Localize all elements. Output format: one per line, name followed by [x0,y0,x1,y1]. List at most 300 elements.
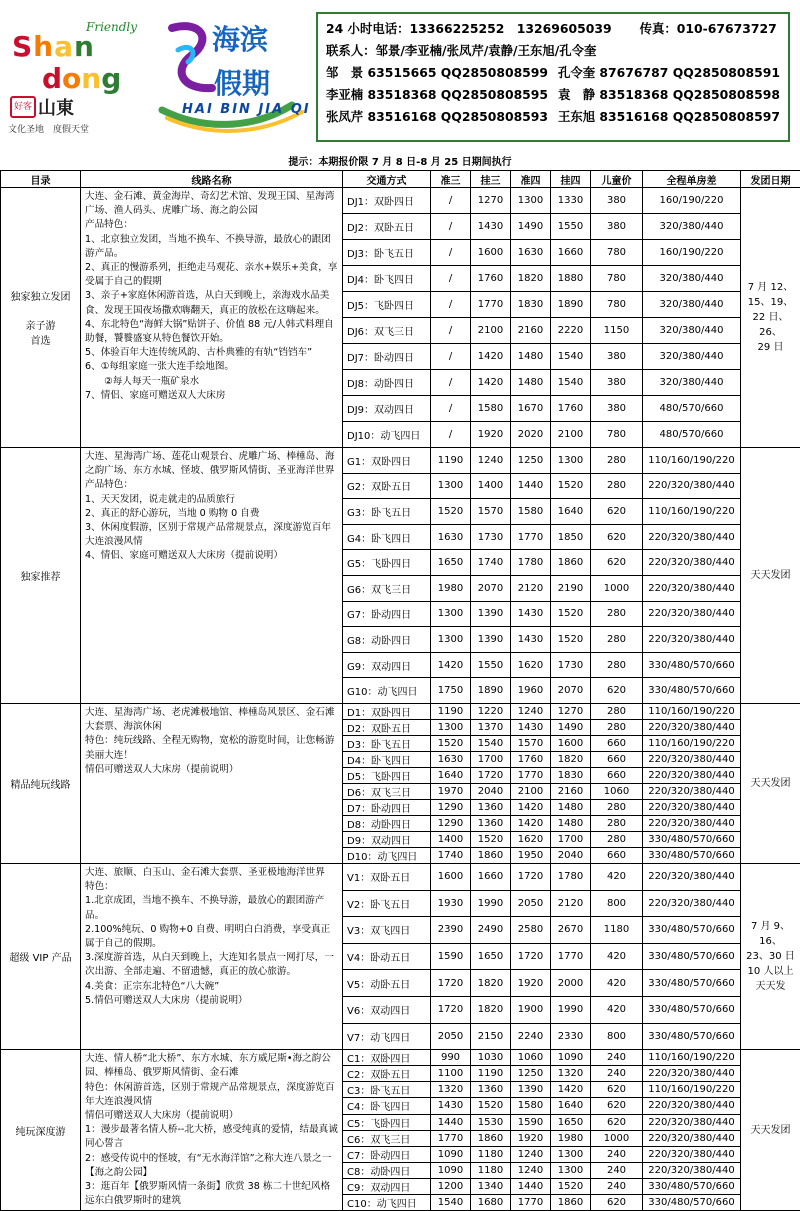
price-cell: 1590 [431,943,471,970]
departure-dates-cell: 天天发团 [741,1050,800,1211]
price-cell: 1370 [471,719,511,735]
brand-pinyin: HAI BIN JIA QI [182,102,311,117]
table-row [1,188,800,214]
price-cell: 320/380/440 [643,318,741,344]
price-cell: 2070 [471,575,511,601]
transport-cell: G2：双卧五日 [343,473,431,499]
haibin-logo [142,10,312,140]
price-cell: 1780 [511,550,551,576]
price-cell: 1270 [471,188,511,214]
price-cell: 320/380/440 [643,266,741,292]
description-line: 2：感受传说中的怪坡，有“无水海洋馆”之称大连八景之一【海之韵公园】 [85,1152,338,1180]
price-cell: 660 [591,767,643,783]
price-cell: 800 [591,890,643,917]
price-cell: 240 [591,1050,643,1066]
price-cell: 1570 [511,735,551,751]
price-cell: / [431,240,471,266]
price-cell: 1860 [471,847,511,863]
category-line: 独家推荐 [3,568,78,583]
departure-dates-cell: 7 月 9、16、 23、30 日 10 人以上 天天发 [741,863,800,1049]
price-cell: 1920 [511,1130,551,1146]
logo-slogan: 文化圣地 度假天堂 [8,122,89,135]
price-cell: 220/320/380/440 [643,601,741,627]
logo-letter: n [74,30,95,63]
contacts-row [326,40,780,62]
price-cell: 1250 [511,1066,551,1082]
column-header: 准三 [431,171,471,188]
price-cell: 1300 [551,448,591,474]
price-cell: 1240 [511,1146,551,1162]
price-cell: 2670 [551,917,591,944]
price-cell: 1480 [551,815,591,831]
description-line: 特色：纯玩线路、全程无购物，宽松的游览时间，让您畅游美丽大连！ [85,734,338,762]
transport-cell: D9：双动四日 [343,831,431,847]
transport-cell: V6：双动四日 [343,996,431,1023]
price-cell: 1760 [551,396,591,422]
price-cell: 1920 [471,422,511,448]
price-cell: 1580 [511,499,551,525]
description-line: 5、体验百年大连传统风韵、古朴典雅的有轨“铛铛车” [85,346,338,360]
logo-letter: o [62,62,81,95]
price-cell: 1550 [471,652,511,678]
transport-cell: G9：双动四日 [343,652,431,678]
description-line: 1：漫步最著名情人桥--北大桥，感受纯真的爱情，结最真诚同心誓言 [85,1123,338,1151]
price-cell: 2190 [551,575,591,601]
transport-cell: G4：卧飞四日 [343,524,431,550]
price-cell: 1060 [511,1050,551,1066]
transport-cell: C9：双动四日 [343,1178,431,1194]
transport-cell: G6：双飞三日 [343,575,431,601]
price-cell: 1430 [511,627,551,653]
contacts-names: 邹景/李亚楠/张凤芹/袁静/王东旭/孔令奎 [376,40,597,62]
transport-cell: DJ5：飞卧四日 [343,292,431,318]
price-cell: 1300 [551,1146,591,1162]
price-cell: 330/480/570/660 [643,917,741,944]
price-cell: 1890 [551,292,591,318]
price-cell: 2120 [511,575,551,601]
price-cell: 1740 [471,550,511,576]
price-cell: 1390 [471,601,511,627]
price-cell: 1830 [551,767,591,783]
route-description [81,863,343,1049]
price-cell: 1540 [551,344,591,370]
price-cell: 1300 [511,188,551,214]
price-cell: 660 [591,735,643,751]
price-cell: 1650 [551,1114,591,1130]
price-cell: 1090 [431,1146,471,1162]
transport-cell: V7：动飞四日 [343,1023,431,1050]
contact-entry: 孔令奎 87676787 QQ2850808591 [558,62,780,84]
price-cell: 420 [591,943,643,970]
logo-seal: 好客 [10,96,36,118]
price-cell: 2390 [431,917,471,944]
description-line: 1、北京独立发团，当地不换车、不换导游，最放心的跟团游产品。 [85,233,338,261]
price-cell: 330/480/570/660 [643,996,741,1023]
price-cell: / [431,214,471,240]
category-line: 首选 [3,332,78,347]
price-cell: 2580 [511,917,551,944]
transport-cell: D4：卧飞四日 [343,751,431,767]
table-row [1,863,800,890]
transport-cell: DJ1：双卧四日 [343,188,431,214]
price-cell: / [431,370,471,396]
price-cell: 1520 [431,499,471,525]
price-cell: 1630 [511,240,551,266]
contact-entry: 张凤芹 83516168 QQ2850808593 [326,106,558,128]
price-cell: 1490 [511,214,551,240]
price-cell: / [431,422,471,448]
price-cell: 1200 [431,1178,471,1194]
price-cell: 330/480/570/660 [643,847,741,863]
description-line: 产品特色： [85,478,338,492]
price-cell: 1060 [591,783,643,799]
fax-number: 010-67673727 [677,18,777,40]
price-cell: 1720 [511,943,551,970]
price-cell: 380 [591,214,643,240]
logo-letter: h [33,30,54,63]
transport-cell: DJ4：卧飞四日 [343,266,431,292]
transport-cell: D8：动卧四日 [343,815,431,831]
price-cell: 1700 [471,751,511,767]
price-cell: 280 [591,652,643,678]
price-cell: 800 [591,1023,643,1050]
price-cell: 1830 [511,292,551,318]
price-cell: 220/320/380/440 [643,815,741,831]
price-cell: 1620 [511,831,551,847]
price-cell: 110/160/190/220 [643,703,741,719]
price-cell: 1600 [431,863,471,890]
price-cell: 330/480/570/660 [643,831,741,847]
price-cell: 620 [591,678,643,704]
price-cell: 1950 [511,847,551,863]
price-cell: 330/480/570/660 [643,652,741,678]
price-cell: 330/480/570/660 [643,943,741,970]
hotline-numbers: 13366225252 13269605039 [410,18,612,40]
logo-shan-text [12,30,95,63]
transport-cell: D10：动飞四日 [343,847,431,863]
price-cell: 1300 [431,627,471,653]
column-header: 发团日期 [741,171,800,188]
transport-cell: C1：双卧四日 [343,1050,431,1066]
logo-letter: n [81,62,101,95]
price-cell: 1090 [551,1050,591,1066]
transport-cell: V5：动卧五日 [343,970,431,997]
price-cell: 220/320/380/440 [643,550,741,576]
table-body [1,188,800,1211]
route-description [81,188,343,448]
contact-entry: 邹 景 63515665 QQ2850808599 [326,62,558,84]
price-cell: 2330 [551,1023,591,1050]
transport-cell: C3：卧飞五日 [343,1082,431,1098]
price-cell: 330/480/570/660 [643,970,741,997]
price-cell: 220/320/380/440 [643,719,741,735]
price-cell: 1180 [471,1162,511,1178]
price-cell: 2070 [551,678,591,704]
price-cell: 220/320/380/440 [643,783,741,799]
price-cell: 1740 [431,847,471,863]
price-cell: 1420 [471,344,511,370]
price-cell: 1660 [471,863,511,890]
price-cell: 220/320/380/440 [643,1114,741,1130]
description-line: 6、①每组家庭一张大连手绘地图。 [85,360,338,374]
description-line: 2.100%纯玩、0 购物+0 自费、明明白白消费，享受真正属于自己的假期。 [85,923,338,951]
price-cell: 1520 [431,735,471,751]
description-line: 特色：休闲游首选，区别于常规产品常规景点，深度游览百年大连浪漫风情 [85,1081,338,1109]
price-cell: 1570 [471,499,511,525]
price-cell: 1240 [511,1162,551,1178]
price-cell: 220/320/380/440 [643,1162,741,1178]
transport-cell: DJ7：卧动四日 [343,344,431,370]
price-cell: 1850 [551,524,591,550]
price-cell: 780 [591,292,643,318]
price-cell: 2490 [471,917,511,944]
price-cell: 620 [591,499,643,525]
price-cell: 1770 [511,524,551,550]
price-cell: 2100 [471,318,511,344]
departure-dates-cell: 天天发团 [741,703,800,863]
column-header: 儿童价 [591,171,643,188]
price-cell: 1430 [471,214,511,240]
transport-cell: G8：动卧四日 [343,627,431,653]
price-cell: 1000 [591,1130,643,1146]
column-header: 线路名称 [81,171,343,188]
transport-cell: C4：卧飞四日 [343,1098,431,1114]
price-table [0,170,800,1211]
price-cell: 1770 [431,1130,471,1146]
price-cell: 1680 [471,1195,511,1211]
price-cell: 280 [591,601,643,627]
price-cell: 1480 [511,370,551,396]
price-cell: 1900 [511,996,551,1023]
transport-cell: D1：双卧四日 [343,703,431,719]
price-cell: 1980 [551,1130,591,1146]
price-cell: 2040 [551,847,591,863]
price-cell: 240 [591,1066,643,1082]
price-cell: 1190 [431,703,471,719]
price-cell: 1440 [511,473,551,499]
price-cell: 160/190/220 [643,240,741,266]
price-cell: 220/320/380/440 [643,1146,741,1162]
brand-title-bottom: 假期 [214,62,270,102]
price-cell: 220/320/380/440 [643,890,741,917]
price-cell: 1820 [471,996,511,1023]
price-cell: 780 [591,240,643,266]
price-cell: 620 [591,1098,643,1114]
table-row [1,1050,800,1066]
price-cell: 240 [591,1162,643,1178]
price-cell: 110/160/190/220 [643,735,741,751]
price-cell: 2050 [431,1023,471,1050]
transport-cell: V1：双卧五日 [343,863,431,890]
category-line: 亲子游 [3,317,78,332]
price-cell: 1190 [471,1066,511,1082]
description-line: 大连、星海湾广场、莲花山观景台、虎雕广场、棒棰岛、海之韵广场、东方水城、怪坡、俄罗斯风情街、圣亚海洋世界 [85,450,338,478]
description-line: ②每人每天一瓶矿泉水 [85,375,338,389]
price-cell: 320/380/440 [643,344,741,370]
price-cell: 1480 [511,344,551,370]
price-cell: 280 [591,448,643,474]
logo-province-text: 山東 [38,94,74,120]
transport-cell: D2：双卧五日 [343,719,431,735]
price-cell: 1580 [511,1098,551,1114]
price-cell: 1430 [511,601,551,627]
price-cell: 1290 [431,799,471,815]
logo-letter: g [101,62,121,95]
column-header: 挂三 [471,171,511,188]
description-line: 3：逛百年【俄罗斯风情一条街】欣赏 38 栋二十世纪风格远东白俄罗斯时的建筑 [85,1180,338,1208]
price-cell: 480/570/660 [643,422,741,448]
price-cell: 280 [591,815,643,831]
category-line: 精品纯玩线路 [3,776,78,791]
price-cell: 1490 [551,719,591,735]
price-cell: 1400 [431,831,471,847]
category-line: 纯玩深度游 [3,1123,78,1138]
price-cell: 1650 [471,943,511,970]
price-cell: 1730 [551,652,591,678]
price-cell: 1670 [511,396,551,422]
table-header-row [1,171,800,188]
column-header: 准四 [511,171,551,188]
price-cell: 420 [591,970,643,997]
price-cell: 1720 [431,996,471,1023]
description-line: 7、情侣、家庭可赠送双人大床房 [85,389,338,403]
column-header: 交通方式 [343,171,431,188]
price-cell: 1180 [471,1146,511,1162]
description-line: 4.美食：正宗东北特色“八大碗” [85,980,338,994]
description-line: 特色： [85,880,338,894]
price-cell: 1620 [511,652,551,678]
price-cell: 1250 [511,448,551,474]
price-cell: 420 [591,863,643,890]
price-cell: / [431,266,471,292]
price-cell: 620 [591,1195,643,1211]
price-cell: 1550 [551,214,591,240]
price-cell: 380 [591,344,643,370]
price-cell: 1300 [431,473,471,499]
price-cell: 1540 [471,735,511,751]
price-cell: 1340 [471,1178,511,1194]
price-cell: 1650 [431,550,471,576]
price-cell: 1720 [431,970,471,997]
description-line: 产品特色： [85,218,338,232]
description-line: 大连、旅顺、白玉山、金石滩大套票、圣亚极地海洋世界 [85,866,338,880]
price-cell: 110/160/190/220 [643,448,741,474]
transport-cell: V2：卧飞五日 [343,890,431,917]
transport-cell: G5：飞卧四日 [343,550,431,576]
logo-letter: d [42,62,62,95]
category-cell [1,863,81,1049]
price-cell: 1150 [591,318,643,344]
price-cell: 1420 [551,1082,591,1098]
price-cell: 220/320/380/440 [643,1066,741,1082]
header [0,0,800,152]
contact-entry: 王东旭 83516168 QQ2850808597 [558,106,780,128]
price-cell: 220/320/380/440 [643,1098,741,1114]
price-cell: 280 [591,627,643,653]
price-cell: 1920 [511,970,551,997]
price-cell: 1100 [431,1066,471,1082]
route-description [81,703,343,863]
price-cell: 2160 [551,783,591,799]
price-cell: 1220 [471,703,511,719]
price-cell: 220/320/380/440 [643,1130,741,1146]
category-cell [1,448,81,704]
price-cell: 1630 [431,524,471,550]
price-cell: 1600 [471,240,511,266]
transport-cell: V4：卧动五日 [343,943,431,970]
transport-cell: C10：动飞四日 [343,1195,431,1211]
transport-cell: DJ6：双飞三日 [343,318,431,344]
description-line: 大连、情人桥“北大桥”、东方水城、东方威尼斯•海之韵公园、棒棰岛、俄罗斯风情街、金石滩 [85,1052,338,1080]
price-cell: 1580 [471,396,511,422]
transport-cell: C7：卧动四日 [343,1146,431,1162]
price-cell: 330/480/570/660 [643,678,741,704]
price-cell: 620 [591,550,643,576]
price-cell: 1360 [471,799,511,815]
price-cell: 1420 [511,815,551,831]
price-cell: / [431,396,471,422]
transport-cell: D6：双飞三日 [343,783,431,799]
price-cell: 1520 [471,1098,511,1114]
price-cell: 1300 [551,1162,591,1178]
column-header: 全程单房差 [643,171,741,188]
price-cell: 1770 [471,292,511,318]
price-cell: 2100 [511,783,551,799]
category-line: 独家独立发团 [3,288,78,303]
price-cell: 1420 [511,799,551,815]
price-cell: 1700 [551,831,591,847]
validity-notice: 提示：本期报价限 7 月 8 日-8 月 25 日期间执行 [0,156,800,170]
price-cell: 280 [591,799,643,815]
transport-cell: DJ3：卧飞五日 [343,240,431,266]
price-cell: 320/380/440 [643,214,741,240]
departure-dates-cell: 天天发团 [741,448,800,704]
transport-cell: G3：卧飞五日 [343,499,431,525]
description-line: 5.情侣可赠送双人大床房（提前说明） [85,994,338,1008]
price-cell: 1480 [551,799,591,815]
price-cell: 2020 [511,422,551,448]
price-cell: 1540 [431,1195,471,1211]
price-cell: 1390 [471,627,511,653]
price-cell: 1890 [471,678,511,704]
price-cell: 240 [591,1146,643,1162]
price-cell: 1760 [471,266,511,292]
transport-cell: C5：飞卧四日 [343,1114,431,1130]
description-line: 3.深度游首选，从白天到晚上，大连知名景点一网打尽，一次出游、全部走遍、不留遗憾，真正的放心旅游。 [85,951,338,979]
price-cell: 1540 [551,370,591,396]
price-cell: 1630 [431,751,471,767]
price-cell: 1440 [511,1178,551,1194]
transport-cell: C8：动卧四日 [343,1162,431,1178]
category-line [3,303,78,317]
price-cell: 1430 [511,719,551,735]
transport-cell: D7：卧动四日 [343,799,431,815]
price-cell: 1090 [431,1162,471,1178]
price-cell: 380 [591,396,643,422]
description-line: 情侣可赠送双人大床房（提前说明） [85,1109,338,1123]
price-cell: / [431,344,471,370]
price-cell: 1240 [471,448,511,474]
price-cell: 220/320/380/440 [643,751,741,767]
price-cell: 1320 [551,1066,591,1082]
transport-cell: D3：卧飞五日 [343,735,431,751]
price-cell: 220/320/380/440 [643,799,741,815]
price-cell: 1660 [551,240,591,266]
departure-dates-cell: 7 月 12、 15、19、 22 日、26、 29 日 [741,188,800,448]
price-cell: 2220 [551,318,591,344]
price-cell: 1520 [551,473,591,499]
price-cell: 2100 [551,422,591,448]
